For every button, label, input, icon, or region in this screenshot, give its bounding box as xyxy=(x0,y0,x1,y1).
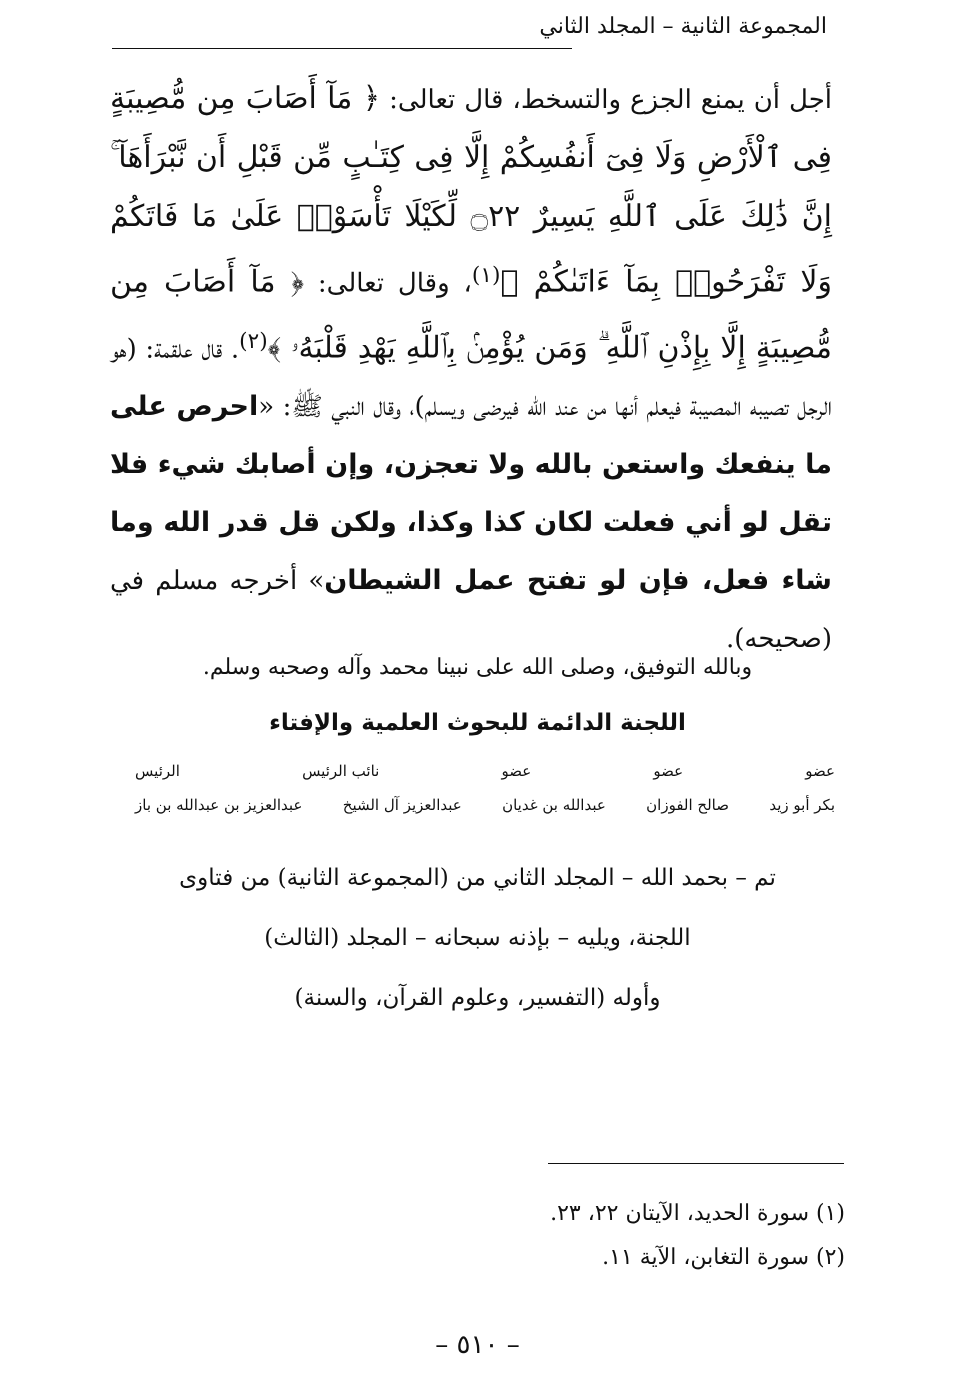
signatory-names xyxy=(135,796,835,814)
hadith-text: احرص على ما ينفعك واستعن بالله ولا تعجزن، وإن أصابك شيء فلا تقل لو أني فعلت لكان كذا وكذا، ولكن قل قدر الله وما شاء فعل، فإن لو تفتح عمل الشيطان xyxy=(110,391,832,597)
closing-prayer: وبالله التوفيق، وصلى الله على نبينا محمد وآله وصحبه وسلم. xyxy=(202,655,753,680)
hadith-source: » أخرجه مسلم في (صحيحه). xyxy=(110,566,832,655)
end-note-line: تم – بحمد الله – المجلد الثاني من (المجموعة الثانية) من فتاوى xyxy=(179,865,776,891)
signatory-role: عضو xyxy=(805,762,835,780)
main-paragraph xyxy=(110,70,832,668)
footnote-ref-2: (٢) xyxy=(239,328,268,354)
alqama-quote: . قال علقمة: (هو الرجل تصيبه المصيبة فيعلم أنها من عند الله فيرضى ويسلم)، وقال النبي ﷺ: « xyxy=(110,334,832,423)
quran-verse-hadid: ﴿ مَآ أَصَابَ مِن مُّصِيبَةٍ فِى ٱلْأَرْضِ وَلَا فِىٓ أَنفُسِكُمْ إِلَّا فِى كِتَـٰبٍ مِّن قَبْلِ أَن نَّبْرَأَهَآ ۚ إِنَّ ذَٰلِكَ عَلَى ٱللَّهِ يَسِيرٌ ۝٢٢ لِّكَيْلَا تَأْسَوْا۟ عَلَىٰ مَا فَاتَكُمْ وَلَا تَفْرَحُوا۟ بِمَآ ءَاتَىٰكُمْ ﴾ xyxy=(110,81,833,300)
footnotes xyxy=(550,1192,845,1280)
committee-name: اللجنة الدائمة للبحوث العلمية والإفتاء xyxy=(269,710,686,736)
transition-text: ، وقال تعالى: xyxy=(317,268,472,299)
footnote-item: (٢) سورة التغابن، الآية ١١. xyxy=(602,1245,845,1270)
signatory-roles xyxy=(135,762,835,780)
running-header: المجموعة الثانية – المجلد الثاني xyxy=(539,14,827,39)
quran-verse-taghabun: ﴿ مَآ أَصَابَ مِن مُّصِيبَةٍ إِلَّا بِإِذْنِ ٱللَّهِ ۗ وَمَن يُؤْمِنۢ بِٱللَّهِ يَهْدِ قَلْبَهُۥ ﴾ xyxy=(110,264,832,366)
signatory-role: نائب الرئيس xyxy=(302,762,380,780)
volume-end-note xyxy=(0,848,955,1028)
intro-text: أجل أن يمنع الجزع والتسخط، قال تعالى: xyxy=(389,85,832,115)
footnote-rule xyxy=(548,1163,844,1164)
header-rule xyxy=(112,48,572,49)
footnote-item: (١) سورة الحديد، الآيتان ٢٢، ٢٣. xyxy=(550,1201,845,1226)
footnote-ref-1: (١) xyxy=(471,263,501,288)
signatory-role: الرئيس xyxy=(135,762,180,780)
main-text xyxy=(110,70,832,668)
signatory-name: صالح الفوزان xyxy=(646,796,729,814)
signatory-name: بكر أبو زيد xyxy=(769,796,835,814)
signatory-name: عبدالعزيز آل الشيخ xyxy=(342,796,462,814)
signatory-role: عضو xyxy=(653,762,684,780)
signatory-name: عبدالعزيز بن عبدالله بن باز xyxy=(135,796,303,814)
signatory-name: عبدالله بن غديان xyxy=(502,796,606,814)
end-note-line: وأوله (التفسير، وعلوم القرآن، والسنة) xyxy=(294,985,661,1011)
page-number: – ٥١٠ – xyxy=(435,1330,520,1360)
end-note-line: اللجنة، ويليه – بإذنه سبحانه – المجلد (الثالث) xyxy=(264,925,691,951)
signatory-role: عضو xyxy=(501,762,532,780)
